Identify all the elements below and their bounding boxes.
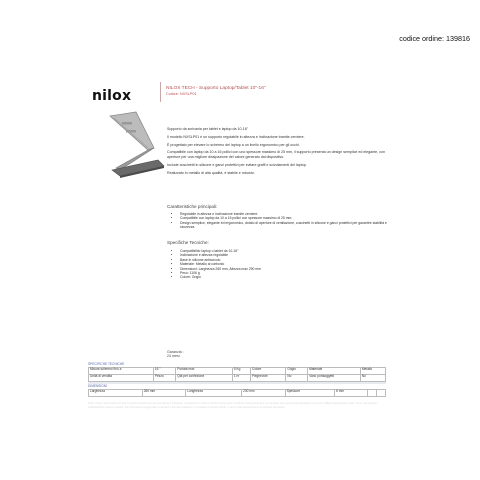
description-line: Il modello NXSLP01 è un supporto regolabile in altezza e inclinazione tramite cerniere. <box>167 134 305 139</box>
table-cell: 1 nr <box>232 375 250 382</box>
table-cell: Misura schermo fino a <box>89 368 154 375</box>
table-cell: Grigio <box>286 368 308 375</box>
table-cell: Larghezza <box>89 390 143 397</box>
table-cell: Spessore <box>285 390 334 397</box>
warranty-value: 24 mesi <box>167 354 180 359</box>
table-cell: No <box>360 375 385 382</box>
table-cell: Materiale <box>308 368 361 375</box>
list-item: • Peso: 1106 g <box>180 271 400 275</box>
table-cell: 16 " <box>153 368 175 375</box>
table-cell: Colore <box>250 368 285 375</box>
list-item: • Design semplice, elegante ed ergonomico, dotato di aperture di ventilazione, cuscinetti in silicone e ganci protettivi per garantire stabilità e sicurezza. <box>180 221 400 230</box>
laptop-stand-image <box>90 108 166 184</box>
table-cell: No <box>286 375 308 382</box>
table-cell: Lunghezza <box>186 390 242 397</box>
specs-heading: Specifiche Tecniche: <box>167 240 209 245</box>
description-line: Supporto da scrivania per tablet e laptop da 10-16" <box>167 127 248 131</box>
table-cell: 230 mm <box>242 390 286 397</box>
list-item: • Materiale: Metallo al carbonio <box>180 262 400 266</box>
table-cell: Qtà per confezione <box>176 375 233 382</box>
list-item: • Colore: Grigio <box>180 275 400 279</box>
spec-tables <box>88 362 386 397</box>
table-row <box>89 390 386 397</box>
table-cell: Pieghevole <box>250 375 285 382</box>
warranty-block <box>167 350 184 359</box>
list-item: • Inclinazione e altezza regolabile <box>180 253 400 257</box>
product-description <box>167 127 397 178</box>
list-item: • Base in silicone antiscivolo <box>180 258 400 262</box>
features-heading: Caratteristiche principali: <box>167 204 218 209</box>
table-cell: 6 mm <box>335 390 368 397</box>
description-line: Include cuscinetti in silicone e ganci protettivi per evitare graffi e scivolamenti del laptop. <box>167 162 307 167</box>
table-cell: Unità di vendita <box>89 375 154 382</box>
list-item: • Regolabile in altezza e inclinazione tramite cerniere. <box>180 212 400 216</box>
disclaimer-text: Nota: Tutte le informazioni fornite in questa scheda sono da considerarsi indicative. Il produttore si riserva il diritto di apportare modifiche senza preavviso. Le immagini sono puramente illustrative e possono differire dal prodotto reale. Colori, dimensioni e caratteristiche possono variare. Per informazioni aggiornate consultare il sito del produttore o contattare il servizio clienti. I marchi citati appartengono ai rispettivi proprietari. <box>88 402 379 409</box>
table-cell: Vano portaoggetti <box>308 375 361 382</box>
order-code: codice ordine: 139816 <box>399 34 470 43</box>
spec-table-header: SPECIFICHE TECNICHE <box>88 362 125 366</box>
product-title: NILOX TECH - Supporto Laptop/Tablet 10"-16" <box>166 86 266 91</box>
table-cell: Pezzo <box>153 375 175 382</box>
dim-table <box>88 389 386 397</box>
table-row <box>89 375 386 382</box>
list-item: • Compatibile con laptop da 10 a 16 pollici con spessore massimo di 25 mm. <box>180 216 400 220</box>
list-item: • Dimensioni: Larghezza 260 mm, Altezza max 290 mm <box>180 267 400 271</box>
table-cell <box>367 390 376 397</box>
list-item: • Compatibilità: laptop o tablet da 10-16" <box>180 249 400 253</box>
specs-list <box>170 249 400 280</box>
features-list <box>170 212 400 230</box>
product-code: Codice: NXSLP01 <box>166 92 197 96</box>
spec-table <box>88 367 386 382</box>
dim-table-header: DIMENSIONI <box>88 384 107 388</box>
table-cell: 260 mm <box>142 390 186 397</box>
table-cell: Portata max <box>176 368 233 375</box>
table-cell: Metallo <box>360 368 385 375</box>
description-line: È progettato per elevare lo schermo del laptop a un livello ergonomico per gli occhi. <box>167 142 300 147</box>
table-cell: 5 Kg <box>232 368 250 375</box>
table-cell <box>376 390 385 397</box>
description-line: Realizzato in metallo di alta qualità, è stabile e robusto. <box>167 170 255 175</box>
brand-logo: nilox <box>92 88 132 104</box>
title-divider <box>160 82 161 102</box>
warranty-label: Garanzia : <box>167 350 184 354</box>
description-line: Compatibile con laptop da 10 a 16 pollici con uno spessore massimo di 25 mm, il supporto presenta un design semplice ed elegante, con aperture per una migliore dissipazione del calore generato dal dispositivo. <box>167 150 385 159</box>
